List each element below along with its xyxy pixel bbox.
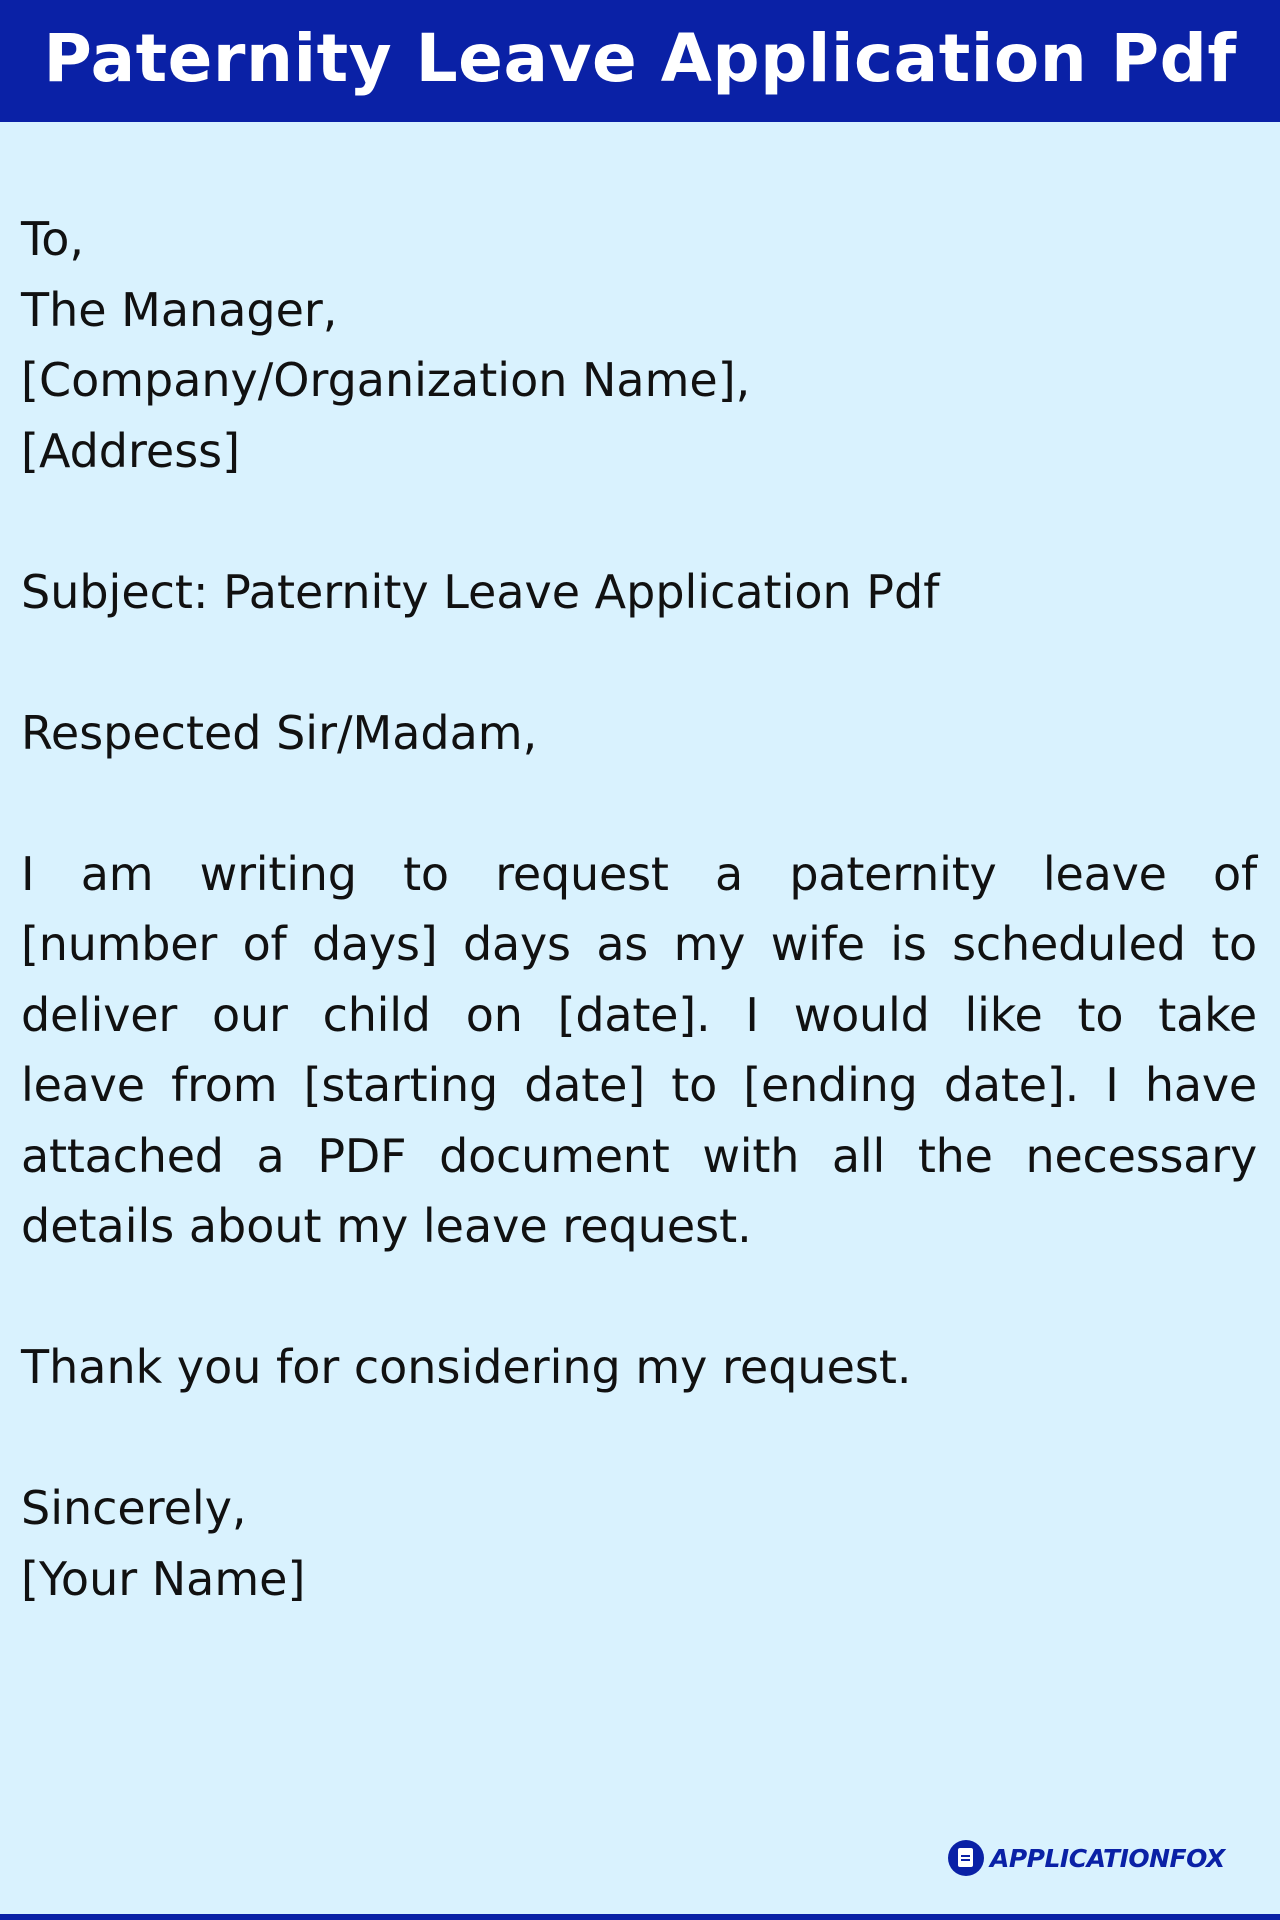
- body-line: details about my leave request.: [21, 1199, 752, 1253]
- closing-line: Sincerely,: [21, 1481, 247, 1535]
- brand-logo: [948, 1838, 1225, 1878]
- body-line: I am writing to request a paternity leave of: [21, 846, 1257, 901]
- address-line-company: [Company/Organization Name],: [21, 353, 751, 407]
- page-title: Paternity Leave Application Pdf: [43, 19, 1237, 97]
- body-line: [number of days] days as my wife is scheduled to: [21, 917, 1257, 971]
- brand-logo-text: APPLICATIONFOX: [990, 1843, 1225, 1873]
- body-line: attached a PDF document with all the necessary: [21, 1128, 1257, 1183]
- document-icon: [948, 1840, 984, 1876]
- body-line: leave from [starting date] to [ending date]. I have: [21, 1058, 1257, 1112]
- address-line-recipient: The Manager,: [21, 282, 338, 337]
- signature-placeholder: [Your Name]: [21, 1551, 306, 1606]
- address-line-address: [Address]: [21, 423, 241, 478]
- body-paragraph: [21, 839, 1257, 1262]
- subject-line: Subject: Paternity Leave Application Pdf: [21, 564, 940, 619]
- body-line: deliver our child on [date]. I would like to take: [21, 987, 1257, 1042]
- thanks-line: Thank you for considering my request.: [21, 1340, 912, 1394]
- salutation: Respected Sir/Madam,: [21, 705, 538, 760]
- bottom-border: [0, 1914, 1280, 1920]
- letter-body: [21, 204, 1257, 1614]
- header-banner: [0, 0, 1280, 122]
- address-line-to: To,: [21, 212, 85, 266]
